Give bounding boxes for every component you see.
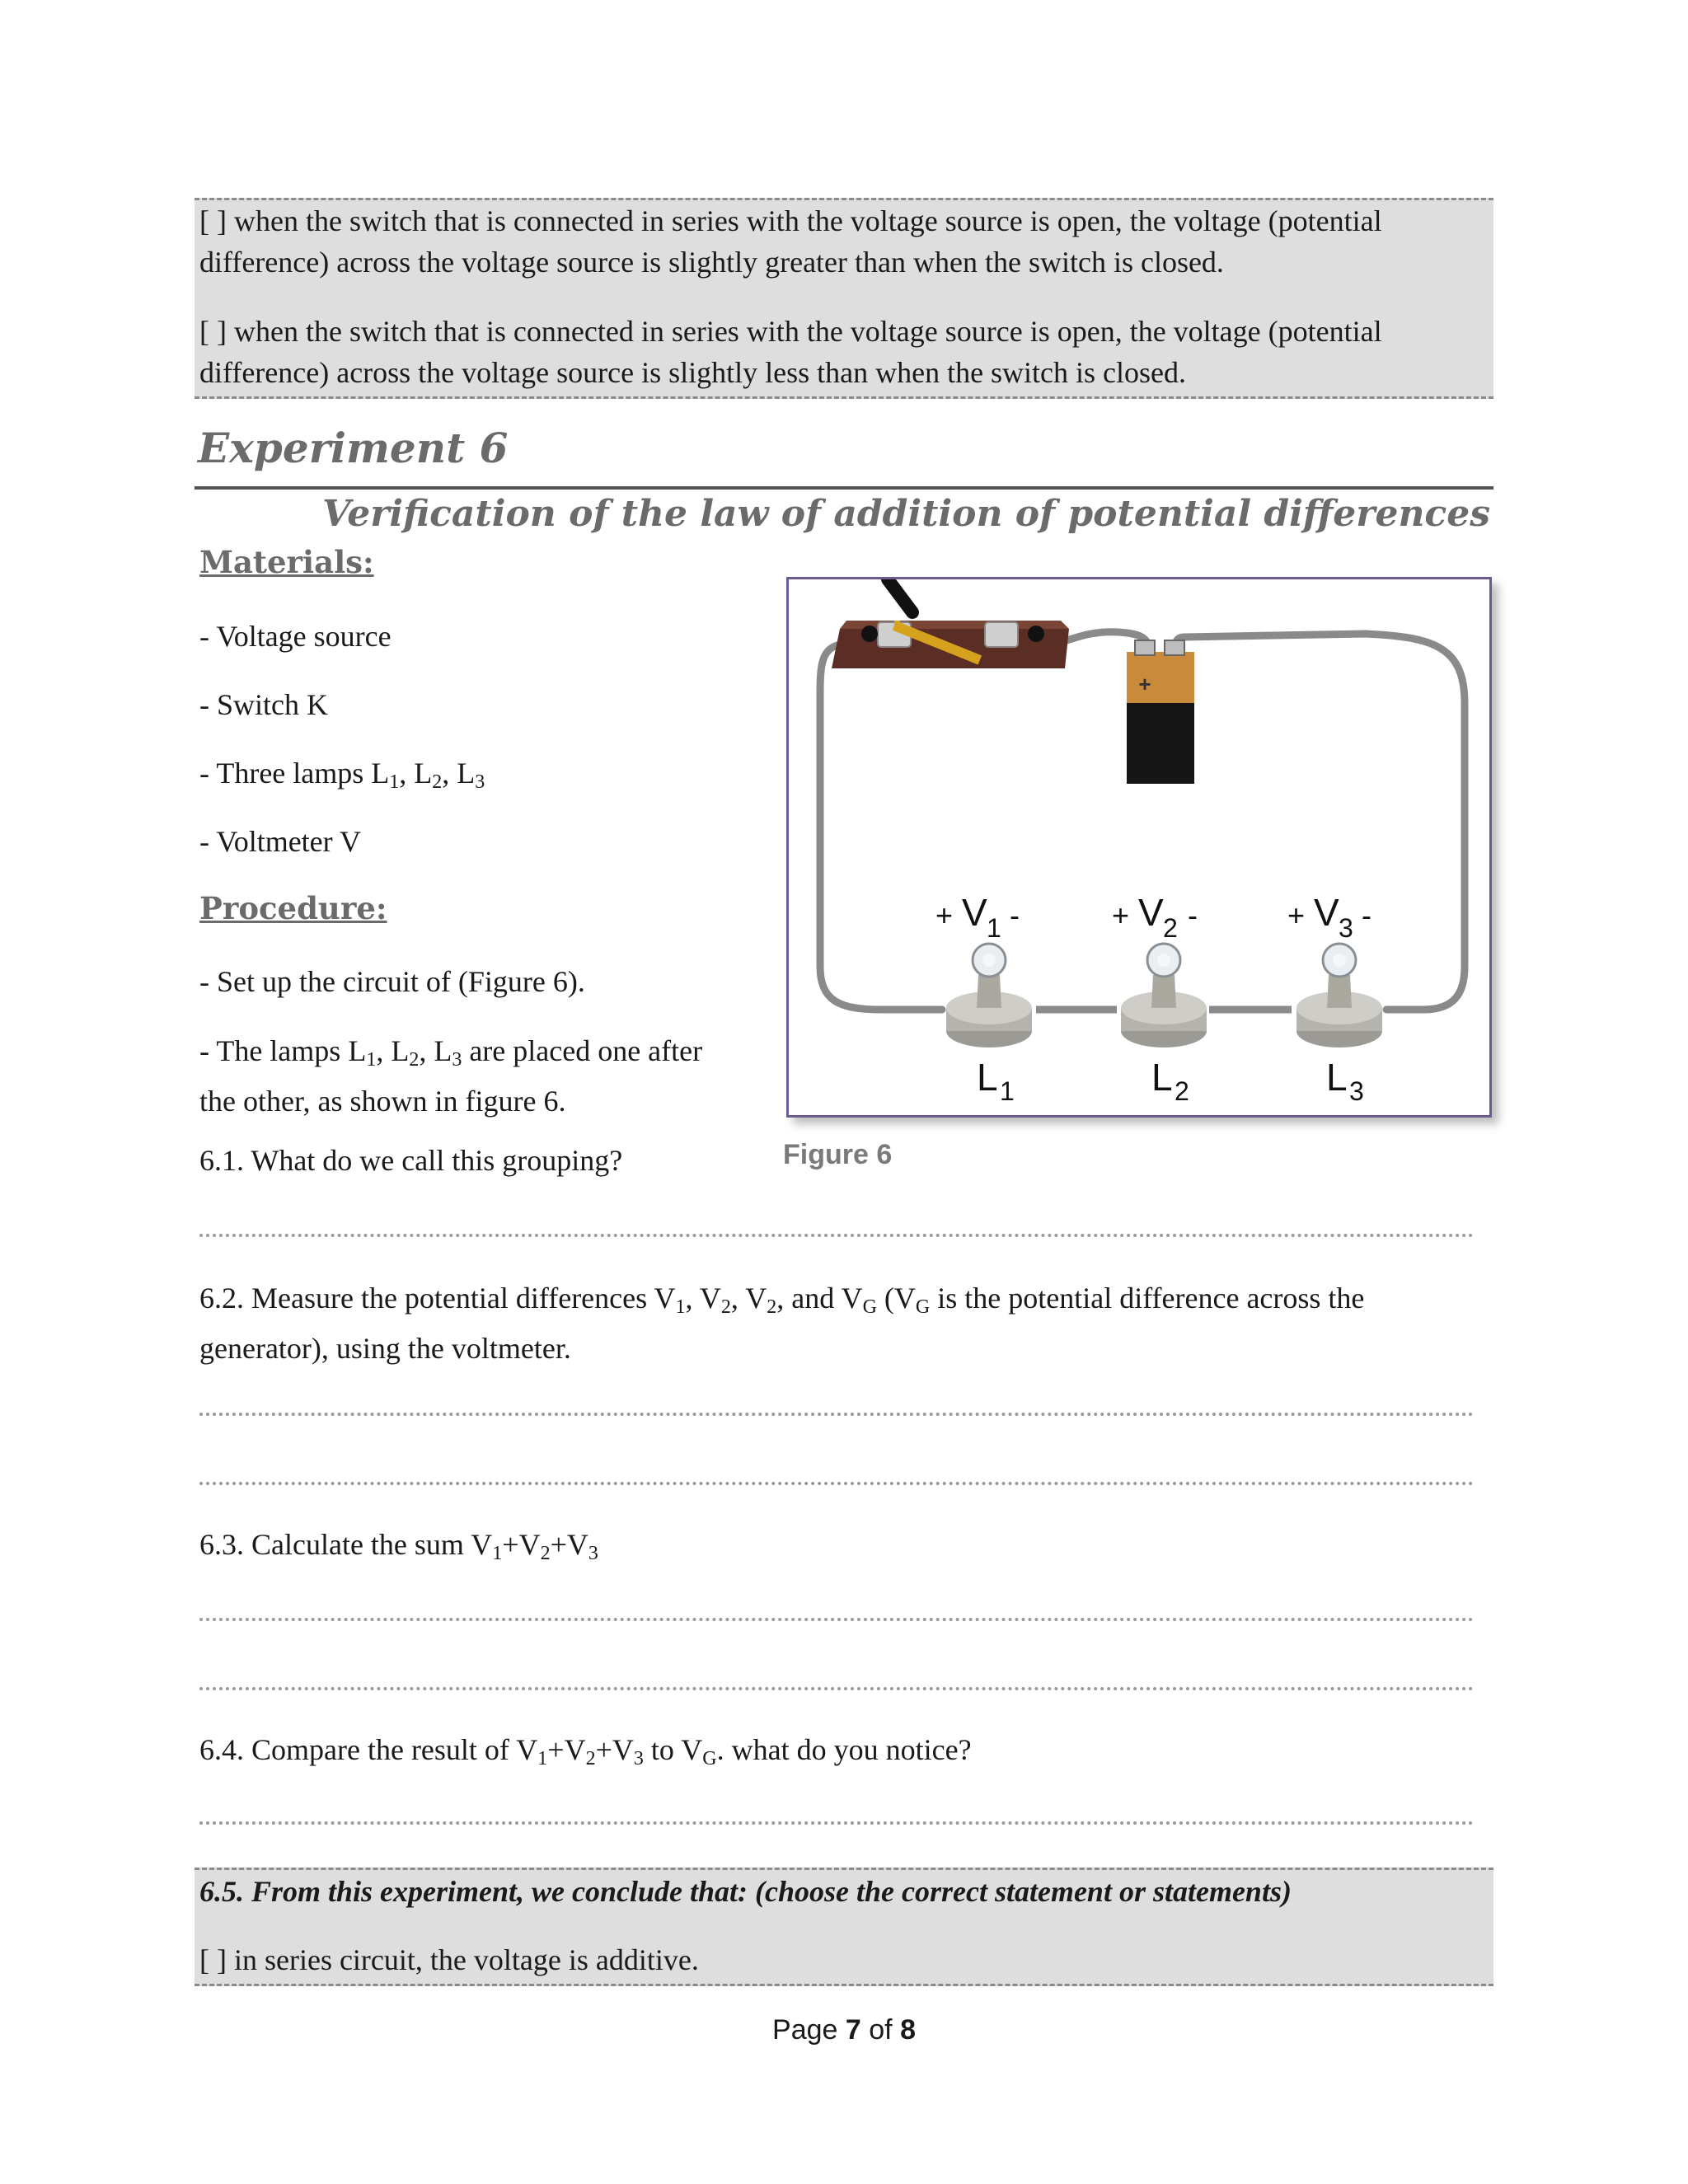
experiment-title: Experiment 6 — [198, 424, 509, 472]
svg-text:V: V — [962, 891, 987, 934]
voltmeter-label-v3 — [1287, 891, 1372, 943]
materials-heading: Materials: — [199, 544, 374, 580]
svg-text:3: 3 — [1339, 913, 1353, 943]
procedure-heading: Procedure: — [199, 890, 387, 926]
conclusion-option-checkbox[interactable]: [ ] — [199, 1943, 227, 1976]
material-item-lamps: - Three lamps $L_1$, $L_2$, $L_3$ — [199, 757, 485, 793]
procedure-step: - Set up the circuit of (Figure 6). — [199, 965, 585, 998]
question-6-3: 6.3. Calculate the sum $V_1+V_2+V_3$ — [199, 1528, 598, 1564]
question-6-1: 6.1. What do we call this grouping? — [199, 1144, 623, 1177]
answer-line[interactable] — [199, 1482, 1474, 1485]
switch-k[interactable] — [832, 579, 1069, 668]
circuit-wire — [820, 644, 942, 1010]
option-2 — [199, 311, 1485, 393]
svg-text:V: V — [1314, 891, 1339, 934]
conclusion-heading: 6.5. From this experiment, we conclude that: (choose the correct statement or statements) — [199, 1875, 1292, 1908]
answer-line[interactable] — [199, 1821, 1474, 1825]
lamp-label-l2 — [1151, 1056, 1189, 1106]
voltmeter-label-v2 — [1112, 891, 1198, 943]
svg-text:-: - — [1362, 898, 1372, 932]
svg-text:2: 2 — [1163, 913, 1178, 943]
title-divider — [195, 486, 1493, 490]
lamp-label-l1 — [977, 1056, 1015, 1106]
figure-caption: Figure 6 — [783, 1139, 893, 1170]
question-6-4: 6.4. Compare the result of $V_1+V_2+V_3$ to $V_G$. what do you notice? — [199, 1733, 972, 1769]
svg-text:1: 1 — [1000, 1076, 1015, 1106]
lamp-l2 — [1121, 944, 1207, 1047]
material-item: - Switch K — [199, 688, 328, 721]
material-item: - Voltmeter V — [199, 825, 361, 858]
circuit-figure — [786, 577, 1492, 1118]
conclusion-option — [199, 1939, 699, 1980]
material-item: - Voltage source — [199, 620, 392, 653]
page-footer: Page 7 of 8 — [772, 2014, 916, 2046]
option-2-text: when the switch that is connected in series with the voltage source is open, the voltage (potential difference) across the voltage source is slightly less than when the switch is closed. — [199, 315, 1382, 389]
svg-text:3: 3 — [1349, 1076, 1364, 1106]
svg-text:L: L — [1151, 1056, 1173, 1099]
option-2-checkbox[interactable]: [ ] — [199, 315, 227, 348]
option-1 — [199, 200, 1485, 283]
option-1-checkbox[interactable]: [ ] — [199, 204, 227, 237]
lamp-label-l3 — [1326, 1056, 1364, 1106]
circuit-wire — [1175, 634, 1465, 1010]
total-page-count: 8 — [900, 2014, 916, 2046]
battery — [1127, 640, 1194, 784]
voltmeter-label-v1 — [935, 891, 1020, 943]
procedure-step-lamps: - The lamps $L_1$, $L_2$, $L_3$ are placed one after the other, as shown in figure 6. — [199, 1034, 703, 1118]
answer-line[interactable] — [199, 1234, 1474, 1237]
battery-plus-label: + — [1138, 672, 1151, 696]
option-1-text: when the switch that is connected in series with the voltage source is open, the voltage (potential difference) across the voltage source is slightly greater than when the switch is closed. — [199, 204, 1382, 279]
svg-text:2: 2 — [1175, 1076, 1189, 1106]
current-page-number: 7 — [845, 2014, 861, 2046]
experiment-subtitle: Verification of the law of addition of potential differences — [322, 493, 1490, 535]
svg-text:L: L — [977, 1056, 998, 1099]
lamp-l1 — [946, 944, 1032, 1047]
svg-text:+: + — [1287, 898, 1306, 932]
svg-text:-: - — [1188, 898, 1198, 932]
svg-text:V: V — [1138, 891, 1164, 934]
answer-line[interactable] — [199, 1618, 1474, 1621]
answer-line[interactable] — [199, 1687, 1474, 1690]
svg-text:+: + — [1112, 898, 1130, 932]
circuit-diagram — [789, 579, 1489, 1115]
question-6-2: 6.2. Measure the potential differences $V_1$, $V_2$, $V_2$, and $V_G$ ($V_G$ is the potential difference across the generator), using the voltmeter. — [199, 1282, 1365, 1365]
lamp-l3 — [1296, 944, 1382, 1047]
answer-line[interactable] — [199, 1413, 1474, 1416]
svg-text:L: L — [1326, 1056, 1348, 1099]
conclusion-option-text: in series circuit, the voltage is additive. — [233, 1943, 699, 1976]
svg-text:+: + — [935, 898, 954, 932]
svg-text:-: - — [1010, 898, 1020, 932]
svg-text:1: 1 — [987, 913, 1001, 943]
